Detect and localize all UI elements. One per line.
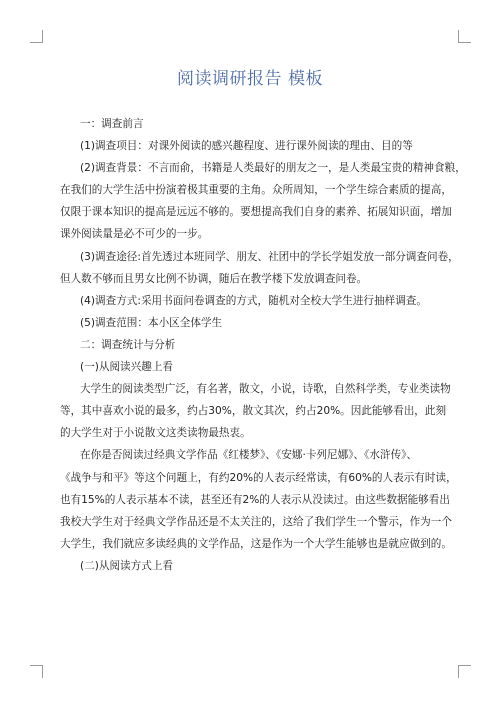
crop-mark-bottom-left (30, 665, 43, 678)
section-heading-preface: 一：调查前言 (80, 118, 144, 130)
text-line: (3)调查途径:首先透过本班同学、朋友、社团中的学长学姐发放一部分调查问卷， (80, 250, 459, 263)
crop-mark-top-left (30, 30, 43, 43)
text-line: 仅限于课本知识的提高是远远不够的。要想提高我们自身的素养、拓展知识面，增加 (60, 206, 452, 219)
text-line: 但人数不够而且男女比例不协调，随后在教学楼下发放调查问卷。 (60, 272, 368, 285)
text-line: 在你是否阅读过经典文学作品《红楼梦》、《安娜·卡列尼娜》、《水浒传》、 (80, 449, 418, 462)
item-survey-method: (4)调查方式:采用书面问卷调查的方式，随机对全校大学生进行抽样调查。 (80, 294, 427, 307)
document-title: 阅读调研报告 模板 (177, 69, 323, 89)
document-body (60, 113, 466, 577)
text-line: 《战争与和平》等这个问题上，有约20%的人表示经常读，有60%的人表示有时读， (60, 471, 457, 484)
text-line: 大学生的阅读类型广泛，有名著，散文，小说，诗歌，自然科学类，专业类读物 (80, 383, 451, 396)
item-survey-channel (60, 246, 459, 290)
item-survey-background (60, 157, 466, 245)
text-line: 我校大学生对于经典文学作品还是不太关注的，这给了我们学生一个警示，作为一个 (60, 515, 452, 528)
crop-mark-bottom-right (458, 665, 471, 678)
text-line: 的大学生对于小说散文这类读物最热衷。 (60, 427, 251, 440)
subheading-reading-method: (二)从阅读方式上看 (80, 559, 174, 572)
text-line: 课外阅读量是必不可少的一步。 (60, 228, 209, 241)
text-line: 等，其中喜欢小说的最多，约占30%，散文其次，约占20%。因此能够看出，此刻 (60, 405, 447, 418)
item-survey-project: (1)调查项目：对课外阅读的感兴趣程度、进行课外阅读的理由、目的等 (80, 140, 413, 153)
text-line: (2)调查背景：不言而俞，书籍是人类最好的朋友之一，是人类最宝贵的精神食粮， (80, 162, 466, 175)
item-survey-scope: (5)调查范围：本小区全体学生 (80, 316, 223, 329)
text-line: 在我们的大学生活中扮演着极其重要的主角。众所周知，一个学生综合素质的提高， (60, 184, 452, 197)
text-line: 大学生，我们就应多读经典的文学作品，这是作为一个大学生能够也是就应做到的。 (60, 537, 452, 550)
paragraph-classic-literature (60, 444, 457, 554)
text-line: 也有15%的人表示基本不读，甚至还有2%的人表示从没读过。由这些数据能够看出 (60, 493, 450, 506)
crop-mark-top-right (458, 30, 471, 43)
paragraph-reading-types (60, 378, 451, 444)
subheading-reading-interest: (一)从阅读兴趣上看 (80, 361, 174, 374)
section-heading-statistics: 二：调查统计与分析 (80, 338, 176, 351)
